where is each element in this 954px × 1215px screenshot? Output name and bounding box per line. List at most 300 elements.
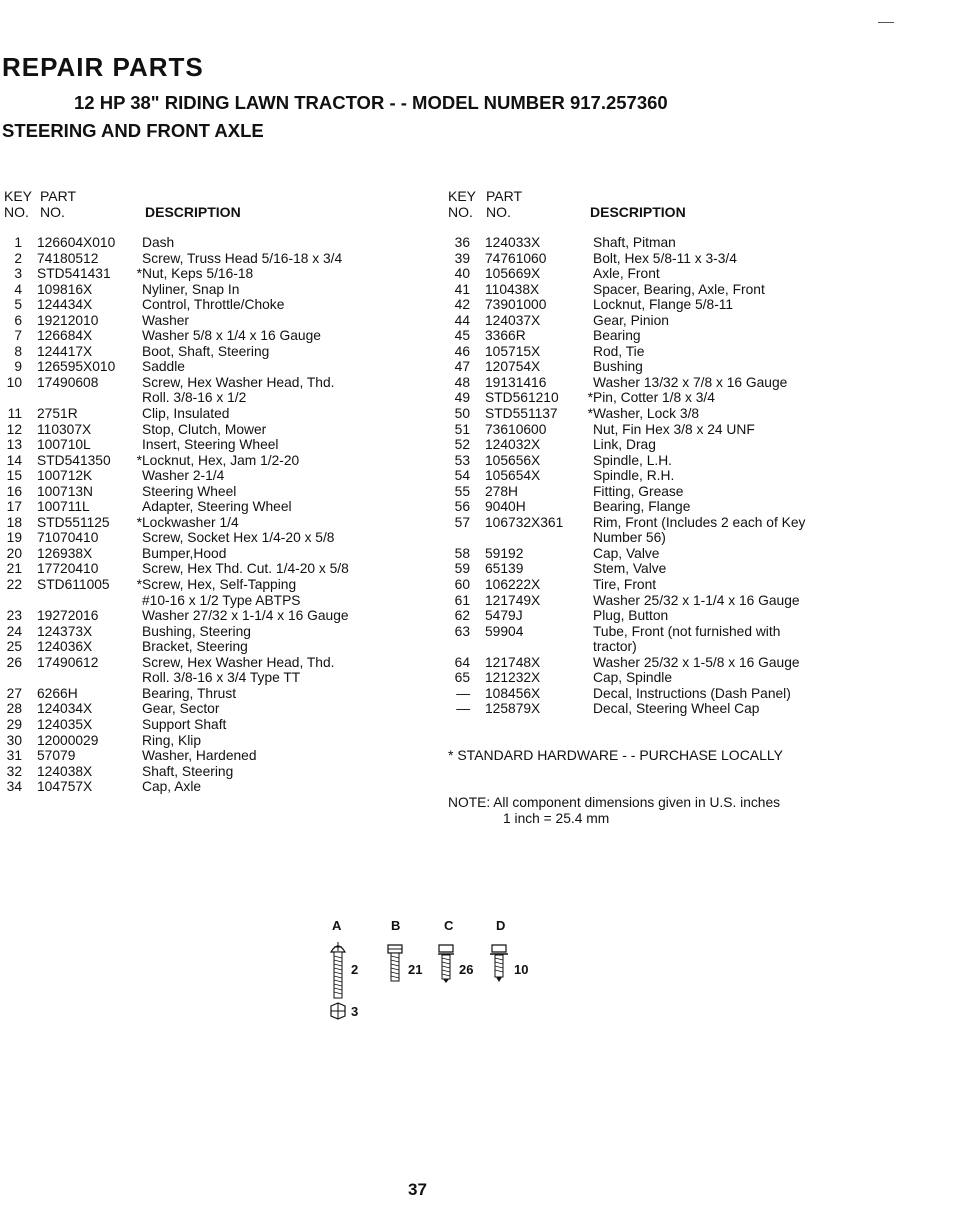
page-number: 37 bbox=[408, 1180, 427, 1199]
right-parts-list bbox=[448, 235, 805, 717]
part-description: Locknut, Flange 5/8-11 bbox=[593, 297, 734, 313]
part-number: 3366R bbox=[485, 328, 526, 344]
left-parts-list bbox=[0, 235, 349, 795]
standard-hardware-mark bbox=[132, 764, 142, 780]
standard-hardware-mark: * bbox=[136, 452, 142, 468]
part-description: Dash bbox=[142, 235, 175, 250]
key-number: 63 bbox=[454, 623, 470, 639]
standard-hardware-mark: * bbox=[136, 514, 142, 530]
part-number: 74180512 bbox=[37, 250, 99, 266]
part-number: 57079 bbox=[37, 748, 76, 764]
part-description: Gear, Sector bbox=[142, 701, 220, 717]
key-number: 11 bbox=[7, 406, 22, 422]
key-number: 41 bbox=[454, 281, 470, 297]
part-description: Link, Drag bbox=[593, 437, 656, 453]
key-number: 47 bbox=[454, 359, 470, 375]
standard-hardware-mark bbox=[132, 779, 142, 795]
part-description: Stem, Valve bbox=[593, 561, 667, 577]
part-number: 19212010 bbox=[37, 312, 99, 328]
part-number bbox=[22, 593, 132, 609]
part-row bbox=[448, 546, 805, 562]
part-description: Plug, Button bbox=[593, 608, 669, 624]
part-description: Fitting, Grease bbox=[593, 483, 684, 499]
part-description: Bushing bbox=[593, 359, 643, 375]
key-number: 51 bbox=[454, 421, 470, 437]
standard-hardware-mark: * bbox=[587, 406, 593, 422]
part-number: 124417X bbox=[37, 343, 93, 359]
part-row bbox=[0, 313, 349, 329]
key-number: 39 bbox=[454, 250, 470, 266]
part-row bbox=[448, 484, 805, 500]
key-number: 6 bbox=[14, 312, 22, 328]
part-row bbox=[0, 764, 349, 780]
part-number: 110307X bbox=[37, 421, 92, 437]
part-description: Screw, Truss Head 5/16-18 x 3/4 bbox=[142, 250, 343, 266]
part-row bbox=[448, 499, 805, 515]
part-row bbox=[0, 251, 349, 267]
part-number: 125879X bbox=[485, 701, 541, 717]
key-number: 24 bbox=[6, 623, 22, 639]
part-row bbox=[0, 484, 349, 500]
part-number: 124038X bbox=[37, 763, 93, 779]
part-description: tractor) bbox=[593, 639, 637, 655]
key-number: 19 bbox=[6, 530, 22, 546]
standard-hardware-mark bbox=[132, 639, 142, 655]
key-number: 12 bbox=[6, 421, 22, 437]
part-description: Washer 2-1/4 bbox=[142, 468, 225, 484]
part-row bbox=[448, 468, 805, 484]
part-description: Number 56) bbox=[593, 530, 666, 546]
part-number: 105654X bbox=[485, 468, 541, 484]
part-row bbox=[0, 608, 349, 624]
standard-hardware-mark bbox=[132, 375, 142, 391]
part-row bbox=[448, 344, 805, 360]
part-row bbox=[0, 297, 349, 313]
part-row bbox=[0, 515, 349, 531]
left-column-header bbox=[4, 188, 241, 220]
corner-mark bbox=[878, 22, 894, 23]
part-row bbox=[0, 593, 349, 609]
standard-hardware-mark bbox=[132, 344, 142, 360]
key-number: 36 bbox=[454, 235, 470, 250]
part-number: 73901000 bbox=[485, 297, 547, 313]
part-row bbox=[448, 655, 805, 671]
part-row bbox=[448, 701, 805, 717]
part-row bbox=[0, 655, 349, 671]
key-number: 40 bbox=[454, 266, 470, 282]
standard-hardware-mark bbox=[132, 313, 142, 329]
standard-hardware-mark bbox=[583, 251, 593, 267]
part-number: 120754X bbox=[485, 359, 541, 375]
part-number: 12000029 bbox=[37, 732, 99, 748]
standard-hardware-mark bbox=[132, 437, 142, 453]
part-number: 65139 bbox=[485, 561, 524, 577]
part-row bbox=[0, 266, 349, 282]
part-number: STD561210 bbox=[485, 390, 559, 406]
part-row bbox=[448, 251, 805, 267]
key-number: 26 bbox=[6, 654, 22, 670]
standard-hardware-mark bbox=[132, 670, 142, 686]
standard-hardware-mark bbox=[583, 546, 593, 562]
part-row bbox=[0, 686, 349, 702]
key-number: 59 bbox=[454, 561, 470, 577]
part-description: Locknut, Hex, Jam 1/2-20 bbox=[142, 452, 300, 468]
part-description: Tube, Front (not furnished with bbox=[593, 623, 781, 639]
standard-hardware-mark bbox=[583, 484, 593, 500]
key-label: KEY bbox=[448, 188, 477, 204]
part-number: STD541350 bbox=[37, 452, 111, 468]
standard-hardware-mark bbox=[132, 359, 142, 375]
key-number: 3 bbox=[14, 266, 22, 282]
legend-letter-b: B bbox=[391, 918, 401, 933]
part-number: 124434X bbox=[37, 297, 93, 313]
part-description: Bearing bbox=[593, 328, 641, 344]
key-number: 5 bbox=[14, 297, 22, 313]
standard-hardware-mark bbox=[583, 328, 593, 344]
standard-hardware-mark bbox=[132, 468, 142, 484]
key-number: — bbox=[456, 701, 470, 717]
part-row bbox=[448, 577, 805, 593]
standard-hardware-mark bbox=[583, 235, 593, 251]
part-description: Nyliner, Snap In bbox=[142, 281, 240, 297]
part-row bbox=[0, 359, 349, 375]
key-number bbox=[0, 670, 22, 686]
part-number: 106732X361 bbox=[485, 514, 564, 530]
part-number bbox=[22, 390, 132, 406]
standard-hardware-mark bbox=[132, 251, 142, 267]
part-row bbox=[448, 406, 805, 422]
part-number: 59904 bbox=[485, 623, 524, 639]
part-row bbox=[0, 577, 349, 593]
part-row bbox=[0, 624, 349, 640]
part-description: Cap, Valve bbox=[593, 545, 660, 561]
part-number: 17720410 bbox=[37, 561, 99, 577]
part-description: Washer 5/8 x 1/4 x 16 Gauge bbox=[142, 328, 321, 344]
part-row bbox=[0, 748, 349, 764]
part-row bbox=[0, 701, 349, 717]
key-number: 34 bbox=[6, 779, 22, 795]
key-number: 8 bbox=[14, 343, 22, 359]
part-number: 121748X bbox=[485, 654, 541, 670]
standard-hardware-mark bbox=[583, 577, 593, 593]
part-number: 19272016 bbox=[37, 608, 99, 624]
key-number: 56 bbox=[454, 499, 470, 515]
standard-hardware-mark bbox=[583, 297, 593, 313]
standard-hardware-mark bbox=[583, 701, 593, 717]
key-number: 44 bbox=[454, 312, 470, 328]
key-number: 27 bbox=[6, 685, 22, 701]
hex-thread-cutting-screw-icon bbox=[385, 942, 405, 984]
part-label: PART bbox=[486, 188, 523, 204]
key-number: 28 bbox=[6, 701, 22, 717]
part-row bbox=[0, 328, 349, 344]
part-description: Roll. 3/8-16 x 1/2 bbox=[142, 390, 247, 406]
description-label: DESCRIPTION bbox=[590, 204, 686, 220]
standard-hardware-mark bbox=[132, 686, 142, 702]
part-description: Pin, Cotter 1/8 x 3/4 bbox=[593, 390, 715, 406]
key-number: 62 bbox=[454, 608, 470, 624]
key-no-label: NO. bbox=[448, 204, 473, 220]
part-row bbox=[448, 422, 805, 438]
part-row bbox=[448, 297, 805, 313]
standard-hardware-mark bbox=[583, 686, 593, 702]
part-description: Screw, Hex Washer Head, Thd. bbox=[142, 654, 335, 670]
section-title: STEERING AND FRONT AXLE bbox=[2, 120, 264, 141]
part-description: Ring, Klip bbox=[142, 732, 202, 748]
standard-hardware-mark bbox=[132, 561, 142, 577]
part-row bbox=[448, 624, 805, 640]
part-row bbox=[0, 390, 349, 406]
part-row bbox=[0, 499, 349, 515]
truss-head-screw-icon bbox=[328, 940, 348, 1000]
part-row bbox=[0, 468, 349, 484]
keps-nut-icon bbox=[328, 1002, 348, 1020]
standard-hardware-mark bbox=[583, 593, 593, 609]
part-number: 5479J bbox=[485, 608, 523, 624]
key-number: 10 bbox=[6, 374, 22, 390]
standard-hardware-mark bbox=[583, 670, 593, 686]
key-number: 7 bbox=[14, 328, 22, 344]
dimensions-note bbox=[448, 795, 780, 827]
model-subtitle: 12 HP 38" RIDING LAWN TRACTOR - - MODEL NUMBER 917.257360 bbox=[74, 92, 668, 113]
part-number: 105656X bbox=[485, 452, 541, 468]
key-number: 49 bbox=[454, 390, 470, 406]
key-number: 48 bbox=[454, 374, 470, 390]
part-number: 17490608 bbox=[37, 374, 99, 390]
part-number: 124035X bbox=[37, 716, 93, 732]
part-row bbox=[448, 686, 805, 702]
key-number: 57 bbox=[454, 514, 470, 530]
part-row bbox=[0, 530, 349, 546]
qty-a-nut: 3 bbox=[351, 1004, 359, 1019]
part-description: Spindle, R.H. bbox=[593, 468, 675, 484]
part-number: 126604X010 bbox=[37, 235, 116, 250]
part-description: Steering Wheel bbox=[142, 483, 237, 499]
standard-hardware-mark bbox=[583, 499, 593, 515]
part-row bbox=[0, 375, 349, 391]
key-number: 23 bbox=[6, 608, 22, 624]
part-row bbox=[0, 779, 349, 795]
part-row bbox=[448, 313, 805, 329]
page-title: REPAIR PARTS bbox=[2, 52, 204, 82]
key-number: 4 bbox=[14, 281, 22, 297]
key-number: 42 bbox=[454, 297, 470, 313]
standard-hardware-mark bbox=[132, 406, 142, 422]
part-label: PART bbox=[40, 188, 77, 204]
standard-hardware-mark bbox=[132, 390, 142, 406]
standard-hardware-mark bbox=[132, 593, 142, 609]
part-description: Shaft, Pitman bbox=[593, 235, 676, 250]
part-number: 121232X bbox=[485, 670, 541, 686]
part-description: Bearing, Flange bbox=[593, 499, 691, 515]
key-label: KEY bbox=[4, 188, 33, 204]
key-number: 15 bbox=[6, 468, 22, 484]
part-no-label: NO. bbox=[486, 204, 511, 220]
key-number: 22 bbox=[6, 577, 22, 593]
part-row bbox=[448, 359, 805, 375]
part-row bbox=[0, 546, 349, 562]
part-description: Washer 13/32 x 7/8 x 16 Gauge bbox=[593, 374, 788, 390]
part-description: Washer 27/32 x 1-1/4 x 16 Gauge bbox=[142, 608, 349, 624]
part-row bbox=[0, 670, 349, 686]
part-description: Clip, Insulated bbox=[142, 406, 230, 422]
part-description: Screw, Hex Washer Head, Thd. bbox=[142, 374, 335, 390]
part-row bbox=[448, 235, 805, 251]
key-number bbox=[0, 390, 22, 406]
part-row bbox=[0, 453, 349, 469]
part-number: 124033X bbox=[485, 235, 541, 250]
key-number: 55 bbox=[454, 483, 470, 499]
standard-hardware-mark bbox=[583, 282, 593, 298]
part-description: Screw, Socket Hex 1/4-20 x 5/8 bbox=[142, 530, 335, 546]
part-row bbox=[448, 390, 805, 406]
part-number: 124373X bbox=[37, 623, 93, 639]
part-description: Tire, Front bbox=[593, 577, 657, 593]
part-number: 124037X bbox=[485, 312, 541, 328]
qty-b: 21 bbox=[408, 962, 423, 977]
standard-hardware-mark bbox=[132, 282, 142, 298]
key-number: 13 bbox=[6, 437, 22, 453]
standard-hardware-mark bbox=[583, 422, 593, 438]
part-description: Adapter, Steering Wheel bbox=[142, 499, 292, 515]
part-number: 100713N bbox=[37, 483, 94, 499]
part-row bbox=[0, 282, 349, 298]
part-number: 74761060 bbox=[485, 250, 547, 266]
part-description: Rim, Front (Includes 2 each of Key bbox=[593, 514, 806, 530]
part-number: 100712K bbox=[37, 468, 93, 484]
standard-hardware-mark bbox=[132, 297, 142, 313]
part-number: 124034X bbox=[37, 701, 93, 717]
legend-letter-d: D bbox=[496, 918, 506, 933]
key-number: 54 bbox=[454, 468, 470, 484]
part-number: STD541431 bbox=[37, 266, 111, 282]
part-row bbox=[448, 515, 805, 531]
part-number bbox=[22, 670, 132, 686]
key-number: 9 bbox=[14, 359, 22, 375]
key-number: 1 bbox=[14, 235, 22, 250]
standard-hardware-mark bbox=[583, 266, 593, 282]
standard-hardware-note: * STANDARD HARDWARE - - PURCHASE LOCALLY bbox=[448, 747, 784, 763]
key-number: 52 bbox=[454, 437, 470, 453]
key-number: 17 bbox=[6, 499, 22, 515]
standard-hardware-mark: * bbox=[136, 577, 142, 593]
qty-c: 26 bbox=[459, 962, 474, 977]
part-description: Bolt, Hex 5/8-11 x 3-3/4 bbox=[593, 250, 737, 266]
part-row bbox=[448, 328, 805, 344]
key-number: 21 bbox=[6, 561, 22, 577]
part-number: 126938X bbox=[37, 545, 93, 561]
part-number: 121749X bbox=[485, 592, 541, 608]
part-number: 104757X bbox=[37, 779, 93, 795]
key-number: 64 bbox=[454, 654, 470, 670]
standard-hardware-mark bbox=[583, 655, 593, 671]
standard-hardware-mark bbox=[583, 375, 593, 391]
part-number: 106222X bbox=[485, 577, 541, 593]
part-number: 110438X bbox=[485, 281, 540, 297]
part-row bbox=[448, 608, 805, 624]
key-number: 65 bbox=[454, 670, 470, 686]
qty-a: 2 bbox=[351, 962, 359, 977]
part-description: Washer, Hardened bbox=[142, 748, 257, 764]
part-number: 59192 bbox=[485, 545, 524, 561]
standard-hardware-mark bbox=[132, 748, 142, 764]
standard-hardware-mark bbox=[583, 344, 593, 360]
standard-hardware-mark bbox=[132, 624, 142, 640]
part-description: Shaft, Steering bbox=[142, 763, 234, 779]
part-number: 278H bbox=[485, 483, 518, 499]
part-row bbox=[0, 422, 349, 438]
part-description: Screw, Hex, Self-Tapping bbox=[142, 577, 297, 593]
part-number: 19131416 bbox=[485, 374, 547, 390]
part-description: Spindle, L.H. bbox=[593, 452, 672, 468]
part-row bbox=[448, 670, 805, 686]
standard-hardware-mark bbox=[132, 608, 142, 624]
part-number: 126684X bbox=[37, 328, 93, 344]
part-description: Nut, Keps 5/16-18 bbox=[142, 266, 254, 282]
part-description: Decal, Steering Wheel Cap bbox=[593, 701, 760, 717]
standard-hardware-mark: * bbox=[136, 266, 142, 282]
part-number: 9040H bbox=[485, 499, 526, 515]
part-description: Spacer, Bearing, Axle, Front bbox=[593, 281, 765, 297]
standard-hardware-mark bbox=[583, 608, 593, 624]
part-row bbox=[0, 344, 349, 360]
key-number bbox=[448, 530, 470, 546]
legend-letter-a: A bbox=[332, 918, 342, 933]
part-row bbox=[0, 437, 349, 453]
part-number: STD551137 bbox=[485, 406, 558, 422]
standard-hardware-mark bbox=[583, 359, 593, 375]
part-number: 100710L bbox=[37, 437, 91, 453]
part-row bbox=[448, 266, 805, 282]
description-label: DESCRIPTION bbox=[145, 204, 241, 220]
standard-hardware-mark bbox=[132, 484, 142, 500]
standard-hardware-mark bbox=[583, 453, 593, 469]
part-description: Decal, Instructions (Dash Panel) bbox=[593, 685, 791, 701]
standard-hardware-mark bbox=[132, 733, 142, 749]
standard-hardware-mark bbox=[132, 546, 142, 562]
part-row bbox=[448, 639, 805, 655]
part-row bbox=[448, 282, 805, 298]
part-description: Screw, Hex Thd. Cut. 1/4-20 x 5/8 bbox=[142, 561, 349, 577]
key-number: 60 bbox=[454, 577, 470, 593]
part-number: 17490612 bbox=[37, 654, 99, 670]
key-number: 50 bbox=[454, 406, 470, 422]
part-description: #10-16 x 1/2 Type ABTPS bbox=[142, 592, 301, 608]
qty-d: 10 bbox=[514, 962, 529, 977]
part-number: 2751R bbox=[37, 406, 78, 422]
standard-hardware-mark: * bbox=[587, 390, 593, 406]
standard-hardware-mark bbox=[132, 701, 142, 717]
part-description: Washer 25/32 x 1-5/8 x 16 Gauge bbox=[593, 654, 800, 670]
part-description: Boot, Shaft, Steering bbox=[142, 343, 270, 359]
key-number bbox=[448, 639, 470, 655]
part-number: 109816X bbox=[37, 281, 93, 297]
standard-hardware-mark bbox=[583, 437, 593, 453]
part-number: 108456X bbox=[485, 685, 541, 701]
part-description: Axle, Front bbox=[593, 266, 660, 282]
part-row bbox=[0, 561, 349, 577]
key-number: 25 bbox=[6, 639, 22, 655]
part-number: STD551125 bbox=[37, 514, 110, 530]
part-number: 6266H bbox=[37, 685, 78, 701]
part-description: Nut, Fin Hex 3/8 x 24 UNF bbox=[593, 421, 755, 437]
standard-hardware-mark bbox=[132, 530, 142, 546]
hex-washer-head-screw-icon bbox=[436, 942, 456, 984]
part-number: 124036X bbox=[37, 639, 93, 655]
standard-hardware-mark bbox=[583, 515, 593, 531]
part-description: Washer, Lock 3/8 bbox=[593, 406, 700, 422]
key-number: 58 bbox=[454, 545, 470, 561]
